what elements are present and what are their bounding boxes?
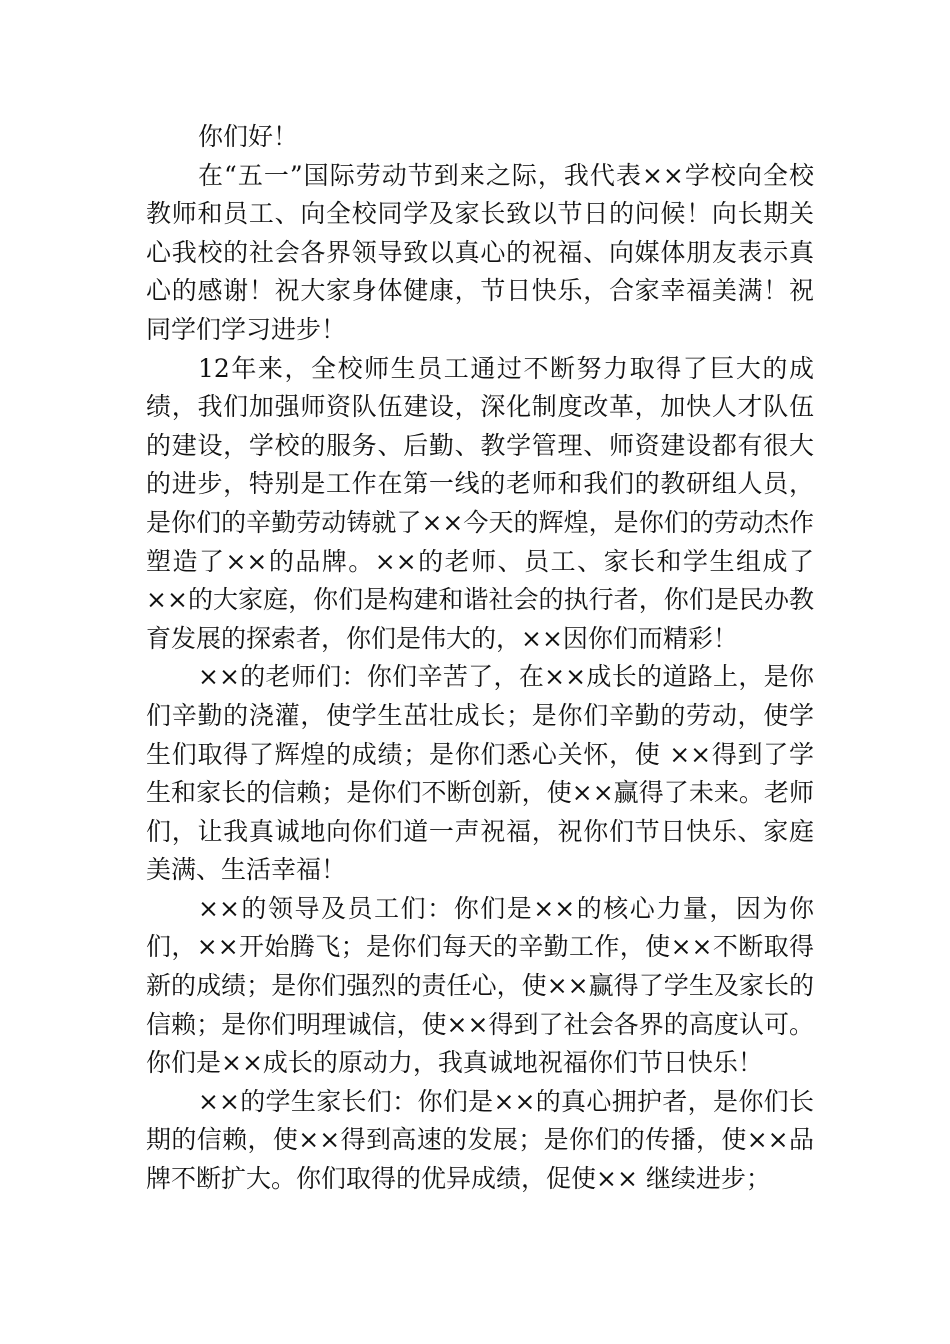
intro-paragraph: 在“五一”国际劳动节到来之际，我代表××学校向全校教师和员工、向全校同学及家长致以节日的问候！向长期关心我校的社会各界领导致以真心的祝福、向媒体朋友表示真心的感谢！祝大家身体健康，节日快乐，合家幸福美满！祝同学们学习进步！ — [146, 160, 814, 344]
staff-paragraph: ××的领导及员工们：你们是××的核心力量，因为你们，××开始腾飞；是你们每天的辛勤工作，使××不断取得新的成绩；是你们强烈的责任心，使××赢得了学生及家长的信赖；是你们明理诚信，使××得到了社会各界的高度认可。你们是××成长的原动力，我真诚地祝福你们节日快乐！ — [146, 893, 814, 1078]
teachers-paragraph: ××的老师们：你们辛苦了，在××成长的道路上，是你们辛勤的浇灌，使学生茁壮成长；是你们辛勤的劳动，使学生们取得了辉煌的成绩；是你们悉心关怀，使 ××得到了学生和家长的信赖；是你们不断创新，使××赢得了未来。老师们，让我真诚地向你们道一声祝福，祝你们节日快乐、家庭美满、生活幸福！ — [146, 662, 814, 885]
parents-paragraph: ××的学生家长们：你们是××的真心拥护者，是你们长期的信赖，使××得到高速的发展；是你们的传播，使××品牌不断扩大。你们取得的优异成绩，促使×× 继续进步； — [146, 1086, 814, 1194]
greeting-paragraph: 你们好！ — [198, 122, 299, 151]
document-page — [146, 118, 814, 1199]
achievements-paragraph: 12年来，全校师生员工通过不断努力取得了巨大的成绩，我们加强师资队伍建设，深化制度改革，加快人才队伍的建设，学校的服务、后勤、教学管理、师资建设都有很大的进步，特别是工作在第一线的老师和我们的教研组人员，是你们的辛勤劳动铸就了××今天的辉煌，是你们的劳动杰作塑造了××的品牌。××的老师、员工、家长和学生组成了××的大家庭，你们是构建和谐社会的执行者，你们是民办教育发展的探索者，你们是伟大的，××因你们而精彩！ — [146, 353, 814, 653]
